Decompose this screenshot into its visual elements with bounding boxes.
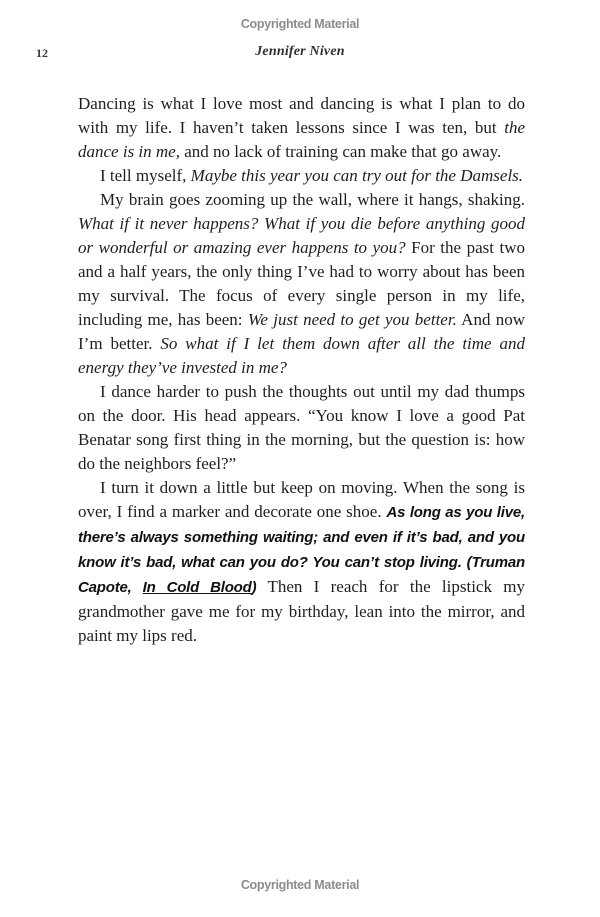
text-segment: And now I’m better. <box>78 310 525 353</box>
shoe-marker-quote: ) <box>251 579 268 596</box>
text-segment: and no lack of training can make that go away. <box>179 142 502 161</box>
body-paragraph-5 <box>78 476 525 648</box>
text-segment: I tell myself, <box>100 166 191 185</box>
body-paragraph-2 <box>78 164 525 188</box>
text-segment: I turn it down a little but keep on moving. When the song is over, I find a marker and decorate one shoe. <box>78 478 525 521</box>
text-segment: For the past two and a half years, the only thing I’ve had to worry about has been my survival. The focus of every single person in my life, including me, has been: <box>78 238 525 329</box>
page-body <box>78 92 525 648</box>
text-segment: I dance harder to push the thoughts out until my dad thumps on the door. His head appears. “You know I love a good Pat Benatar song first thing in the morning, but the question is: how do the neighbors feel?” <box>78 382 525 473</box>
italic-phrase: We just need to get you better. <box>247 310 457 329</box>
copyright-notice-bottom: Copyrighted Material <box>240 878 360 892</box>
copyright-notice-top: Copyrighted Material <box>240 17 360 31</box>
shoe-marker-quote: As long as you live, there’s always something waiting; and even if it’s bad, and you know it’s bad, what can you do? You can’t stop living. (Truman Capote, <box>78 504 525 596</box>
book-title-underlined: In Cold Blood <box>142 579 252 596</box>
italic-inner-thought: So what if I let them down after all the time and energy they’ve invested in me? <box>78 334 525 377</box>
page-number: 12 <box>36 46 48 60</box>
italic-inner-thought: Maybe this year you can try out for the Damsels. <box>190 166 524 185</box>
body-paragraph-3 <box>78 188 525 380</box>
italic-inner-thought: What if it never happens? What if you die before anything good or wonderful or amazing ever happens to you? <box>78 214 525 257</box>
body-paragraph-4 <box>78 380 525 476</box>
text-segment: Then I reach for the lipstick my grandmother gave me for my birthday, lean into the mirror, and paint my lips red. <box>78 577 525 645</box>
italic-phrase: the dance is in me, <box>78 118 525 161</box>
body-paragraph-1 <box>78 92 525 164</box>
text-segment: Dancing is what I love most and dancing is what I plan to do with my life. I haven’t taken lessons since I was ten, but <box>78 94 525 137</box>
running-header-author: Jennifer Niven <box>255 44 345 59</box>
text-segment: My brain goes zooming up the wall, where it hangs, shaking. <box>100 190 525 209</box>
